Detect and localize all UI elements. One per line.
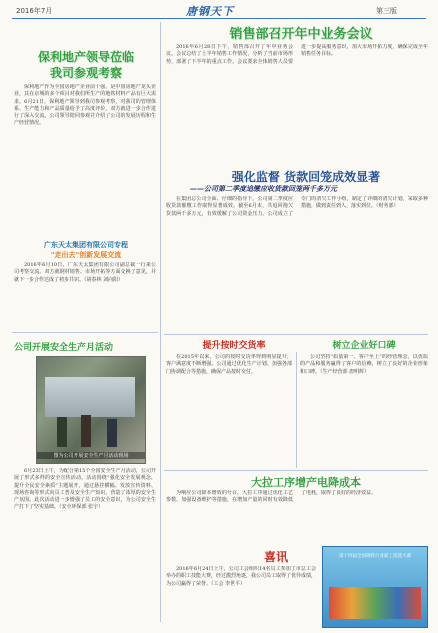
inner-divider bbox=[296, 352, 297, 468]
headline-guangdong-1: 广东天太集团有限公司专程 bbox=[44, 241, 128, 249]
headline-safety-month: 公司开展安全生产月活动 bbox=[14, 343, 114, 353]
safety-activity-photo bbox=[36, 356, 146, 464]
issue-date: 2016年7月 bbox=[16, 7, 53, 15]
article-delivery-rate: 在2015年以来，公司的按时交货率得到明显提升，客户满意度不断增强。公司通过优化生产计划、加强各部门协调配合等措施，确保产品按时交付。 bbox=[166, 354, 292, 375]
headline-baoli-1: 保利地产领导莅临 bbox=[37, 50, 134, 64]
column-divider bbox=[160, 22, 161, 622]
article-reputation: 公司坚持“质量第一、客户至上”的经营理念，以优质的产品和服务赢得了客户的信赖，树立了良好的企业形象和口碑。（生产经营部 唐明辉） bbox=[300, 354, 428, 375]
section-divider bbox=[12, 332, 158, 333]
subheadline-receivables: ——公司第二季度追缴应收货款回笼两千多万元 bbox=[190, 185, 337, 193]
competition-photo bbox=[322, 546, 428, 628]
article-sales-meeting: 2016年6月28日下午，销售部召开了年中业务会议。会议总结了上半年销售工作情况，分析了当前市场形势，部署了下半年的重点工作。会议要求全体销售人员要进一步提高服务意识，加大市场开拓力度，确保完成全年销售任务目标。 bbox=[166, 44, 428, 65]
headline-good-news: 喜讯 bbox=[263, 550, 288, 564]
headline-guangdong-2: "走出去"创新发展交流 bbox=[50, 251, 122, 259]
headline-reputation: 树立企业好口碑 bbox=[332, 341, 396, 351]
headline-sales-meeting: 销售部召开年中业务会议 bbox=[229, 27, 373, 42]
competition-banner-text: 第十四届全国钢铁行业职工技能大赛 bbox=[339, 554, 411, 559]
headline-drawing-process: 大拉工序增产电降成本 bbox=[251, 476, 361, 489]
article-drawing-process: 为响应公司降本增效的号召，大拉工序通过优化工艺参数、加强设备维护等措施，在增加产量的同时有效降低了电耗，取得了良好的经济效益。 bbox=[166, 490, 377, 504]
article-baoli: 保利地产作为全国房地产企业前十强，是中国房地产龙头企业，其在京城的多个项目对我们所生产的地铁材料产品有巨大需求。6月21日，保利地产领导到我司参观考察，对我司的管理体系、生产能力和产品质量给予了高度评价，双方就进一步合作进行了深入交流。公司领导陪同参观并介绍了公司的发展历程和生产经营情况。 bbox=[14, 84, 156, 127]
masthead-title: 唐钢天下 bbox=[186, 5, 234, 18]
headline-delivery-rate: 提升按时交货率 bbox=[202, 341, 266, 351]
article-safety-month: 6月23日上午，为配合第15个全国安全生产月活动，公司开展了形式多样的安全宣传活动。活动围绕“强化安全发展观念，提升全民安全素质”主题展开，通过悬挂横幅、发放宣传资料、现场咨询等形式向员工普及安全生产知识，营造了浓厚的安全生产氛围。此次活动进一步增强了员工的安全意识，为公司安全生产打下了坚实基础。（安全环保部 张宇） bbox=[14, 468, 156, 511]
photo-caption: 图为公司开展安全生产月活动现场 bbox=[37, 452, 145, 459]
article-good-news: 2016年6月24日上午，公司工会组织14名员工参加了市总工会举办的职工技能大赛，经过激烈角逐，我公司员工取得了优异成绩，为公司赢得了荣誉。（工会 李世平） bbox=[166, 566, 316, 587]
page-number: 第三版 bbox=[376, 7, 397, 15]
headline-baoli-2: 我司参观考察 bbox=[49, 66, 122, 80]
section-divider-2 bbox=[164, 334, 428, 335]
header-rule bbox=[12, 18, 426, 19]
section-divider-3 bbox=[164, 470, 428, 471]
headline-supervision: 强化监督 货款回笼成效显著 bbox=[231, 170, 381, 184]
article-receivables: 在集团总公司全面、仔细的指导下，公司第二季度应收货款催缴工作取得显著成效。截至6月末，共追回拖欠货款两千多万元，有效缓解了公司资金压力。公司成立了专门的清欠工作小组，制定了详细的清欠计划，采取多种措施，做到责任到人、落实到位。（财务部） bbox=[166, 196, 428, 217]
article-guangdong: 2016年6月10日，广东天太集团有限公司副总裁一行来公司考察交流。双方就钢材销售、市场开拓等方面交换了意见，并就下一步合作达成了初步共识。（胡春林 刘向阳） bbox=[14, 262, 156, 283]
